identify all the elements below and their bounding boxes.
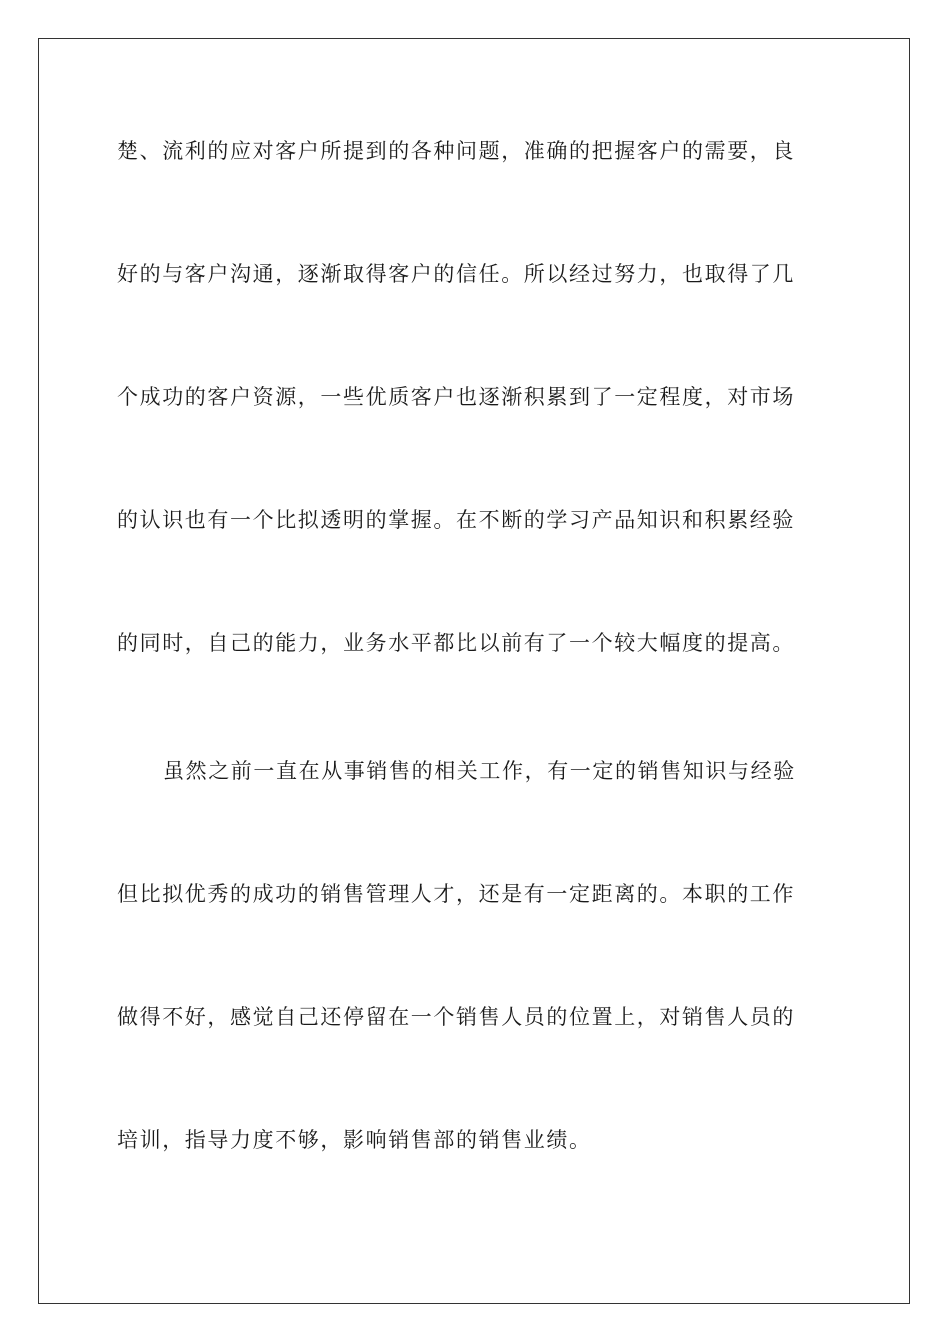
paragraph-line: 个成功的客户资源，一些优质客户也逐渐积累到了一定程度，对市场 xyxy=(117,385,795,409)
paragraph-line: 好的与客户沟通，逐渐取得客户的信任。所以经过努力，也取得了几 xyxy=(117,262,795,286)
paragraph-line: 的认识也有一个比拟透明的掌握。在不断的学习产品知识和积累经验 xyxy=(117,508,795,532)
page-border xyxy=(38,38,910,1304)
paragraph-line: 做得不好，感觉自己还停留在一个销售人员的位置上，对销售人员的 xyxy=(117,1005,795,1029)
paragraph-line: 但比拟优秀的成功的销售管理人才，还是有一定距离的。本职的工作 xyxy=(117,882,795,906)
paragraph-line: 楚、流利的应对客户所提到的各种问题，准确的把握客户的需要，良 xyxy=(117,139,795,163)
paragraph-line: 培训，指导力度不够，影响销售部的销售业绩。 xyxy=(117,1128,592,1152)
paragraph-line-indented: 虽然之前一直在从事销售的相关工作，有一定的销售知识与经验 xyxy=(163,759,796,783)
paragraph-line: 的同时，自己的能力，业务水平都比以前有了一个较大幅度的提高。 xyxy=(117,631,795,655)
